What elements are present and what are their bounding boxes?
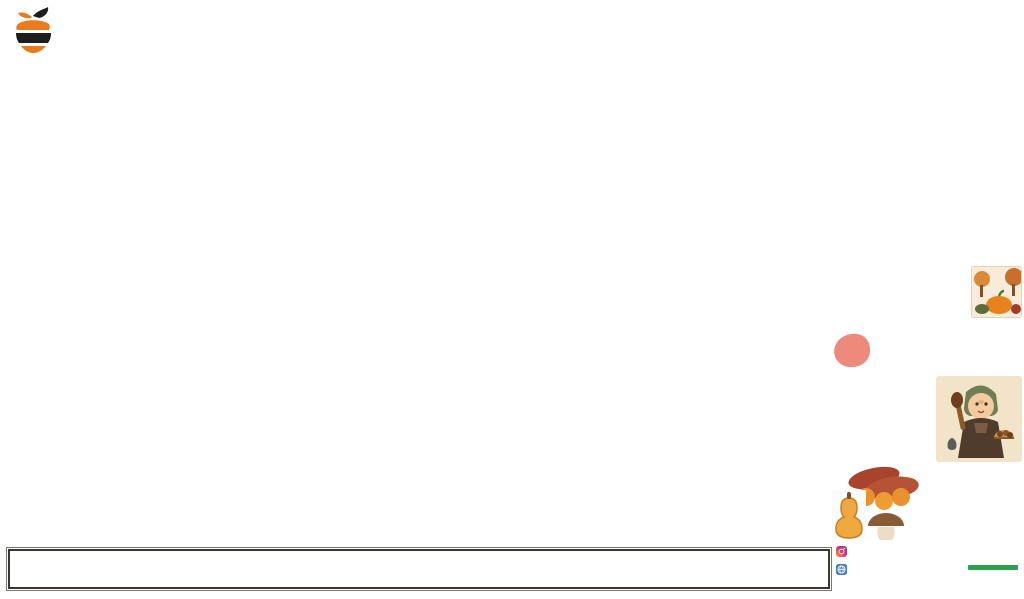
october-season-block bbox=[832, 464, 1024, 544]
school-header bbox=[618, 12, 830, 24]
globe-icon bbox=[836, 564, 847, 575]
apple-logo-icon bbox=[12, 6, 54, 59]
butternut-squash-icon bbox=[832, 490, 866, 545]
october-produce-illustration bbox=[832, 464, 924, 544]
autumn-illustration bbox=[971, 266, 1022, 318]
footer-note bbox=[8, 549, 830, 589]
bo-sa-daqui-logo bbox=[966, 546, 1020, 586]
mushroom-icon bbox=[866, 510, 906, 547]
homemade-dessert-block bbox=[834, 334, 1022, 367]
social-block bbox=[836, 546, 1022, 582]
brand-logo bbox=[12, 6, 75, 59]
seasonal-fruits-block bbox=[834, 266, 1022, 318]
castanyada-block bbox=[832, 376, 1024, 462]
castanyera-illustration bbox=[936, 376, 1022, 462]
instagram-icon bbox=[836, 546, 847, 557]
postre-casola-badge-icon bbox=[832, 332, 871, 369]
crossword-grid bbox=[832, 8, 1024, 264]
bo-sa-daqui-logo-bar bbox=[968, 565, 1018, 570]
crossword-panel bbox=[832, 8, 1024, 264]
menu-calendar bbox=[8, 72, 830, 547]
